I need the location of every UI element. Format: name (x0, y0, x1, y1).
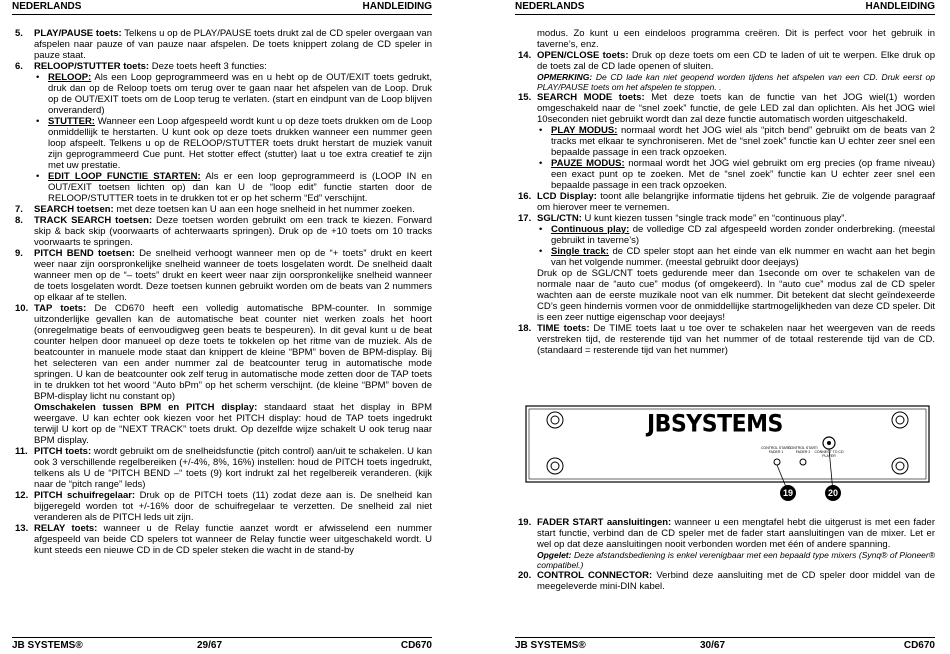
bullet-icon: • (539, 246, 543, 257)
bullet-icon: • (36, 72, 40, 83)
item-text: wanneer u de Relay functie aanzet wordt er afwisselend een nummer afgespeeld van beide CD spelers tot wanneer de Relay functie weer uitgeschakeld wordt. U kunt steeds een nieuwe CD in de CD speler steken die wacht in de stand-by (34, 523, 432, 556)
item-title: SEARCH toetsen: (34, 204, 114, 215)
header-title: HANDLEIDING (865, 1, 935, 12)
bullet-icon: • (539, 158, 543, 169)
bullet-icon: • (36, 116, 40, 127)
list-item (12, 28, 432, 61)
left-page (12, 0, 432, 654)
list-item (515, 50, 935, 72)
sub-item-text: de CD speler stopt aan het einde van elk nummer en wacht aan het begin van het volgende nummer. (meestal gebruikt door deejays) (551, 246, 935, 268)
page-number: 29/67 (197, 640, 223, 651)
item-text: Verbind deze aansluiting met de CD speler door middel van de meegeleverde mini-DIN kabel. (537, 570, 935, 592)
tap-extra (12, 402, 432, 446)
sub-item-title: Continuous play: (551, 224, 630, 235)
item-text: met deze toetsen kan U aan een hoge snelheid in het nummer zoeken. (113, 204, 415, 215)
item-text: Telkens u op de PLAY/PAUSE toets drukt zal de CD speler overgaan van afspelen naar pauze of van pauze naar afspelen. De toets knippert zolang de CD speler in pauze staat. (34, 28, 432, 61)
page-header (12, 1, 432, 14)
item-title: RELAY toets: (34, 523, 98, 534)
sub-item-text: Als er een loop geprogrammeerd is (LOOP IN en OUT/EXIT toetsen lichten op) dan kan U de “loop edit” functie starten door de RELOOP/STUTTER toets in te drukken tot er op het scherm “Ed” verschijnt. (48, 171, 432, 204)
sub-item-title: Single track: (551, 246, 609, 257)
item-number: 13. (15, 523, 29, 534)
footer-model: CD670 (903, 640, 935, 651)
footer-brand: JB SYSTEMS® (515, 640, 586, 651)
item-text: Deze toetsen worden gebruikt om een track te kiezen. Forward skip & back skip (voorwaarts of achterwaarts springen). Druk op de +10 toets om 10 tracks voorwaarts te springen. (34, 215, 432, 248)
sub-item (515, 158, 935, 191)
list-item (12, 446, 432, 490)
item-number: 12. (15, 490, 29, 501)
sub-item (12, 171, 432, 204)
list-item (12, 204, 432, 215)
item-text: Druk op de PITCH toets (11) zodat deze aan is. De snelheid kan bijgeregeld worden tot +/-16% door de schuifregelaar te verzetten. De snelheid zal niet veranderen als de PITCH leds uit zijn. (34, 490, 433, 523)
item-number: 18. (518, 323, 532, 334)
page-number: 30/67 (700, 640, 726, 651)
item-text: Druk op deze toets om een CD te laden of uit te werpen. Elke druk op de toets zal de CD lade openen of sluiten. (537, 50, 935, 72)
header-rule (515, 14, 935, 15)
continuation-text: modus. Zo kunt u een eindeloos programma creëren. Dit is perfect voor het gebruik in taverne’s, enz. (537, 28, 935, 50)
header-title: HANDLEIDING (362, 1, 432, 12)
list-item (12, 215, 432, 248)
sub-item (515, 125, 935, 158)
list-item (12, 490, 432, 523)
item-title: RELOOP/STUTTER toets: (34, 61, 150, 72)
item-text: wanneer u een mengtafel hebt die uitgerust is met een fader start functie, verbind dan de CD speler met de fader start aansluitingen van de mixer. Let er wel op dat deze aansluitingen nooit verbonden worden met één of andere spanning. (537, 517, 935, 550)
callout-19: 19 (780, 485, 796, 501)
sub-item (12, 116, 432, 171)
brand-logo: JBSYSTEMS (647, 410, 783, 439)
list-item (12, 523, 432, 556)
sub-item-title: STUTTER: (48, 116, 95, 127)
footer-model: CD670 (400, 640, 432, 651)
bullet-icon: • (539, 125, 543, 136)
header-rule (12, 14, 432, 15)
item-title: PITCH toets: (34, 446, 92, 457)
item-title: PITCH BEND toetsen: (34, 248, 135, 259)
item-number: 8. (15, 215, 23, 226)
list-item (515, 92, 935, 125)
list-item (12, 61, 432, 72)
item-title: TIME toets: (537, 323, 590, 334)
item-title: SGL/CTN: (537, 213, 582, 224)
item-number: 14. (518, 50, 532, 61)
sub-item-title: EDIT LOOP FUNCTIE STARTEN: (48, 171, 201, 182)
list-item (515, 213, 935, 224)
sub-item-text: de volledige CD zal afgespeeld worden zonder onderbreking. (meestal gebruikt in taverne’s) (551, 224, 936, 246)
sub-item (515, 246, 935, 268)
item-text: De TIME toets laat u toe over te schakelen naar het weergeven van de reeds verstreken tijd, de resterende tijd van het nummer of de totaal resterende tijd van de CD. (standaard = resterende tijd van het nummer) (537, 323, 935, 356)
sub-item-text: Wanneer een Loop afgespeeld wordt kunt u op deze toets drukken om de Loop onmiddellijk te herstarten. U kunt ook op deze toets drukken wanneer een nummer geen loop afspeelt. Telkens u op de RELOOP/STUTTER toets drukt herstart de muziek vanuit zijn geprogrammeerd Cue punt. Het stotter effect (stutter) laat u toe extra creatief te zijn met uw prestatie. (48, 116, 432, 171)
right-page (515, 0, 935, 654)
note-label: Opgelet: (537, 550, 572, 560)
item-text: Met deze toets kan de functie van het JOG wiel(1) worden omgeschakeld naar de “snel zoek” functie, de gele LED zal dan oplichten. Als het JOG wiel 10seconden niet gebruikt wordt dan zal deze functie automatisch worden uitgeschakeld. (537, 92, 935, 125)
fader2-label: CONTROL START/ FADER 2 (787, 446, 819, 454)
item-title: TAP toets: (34, 303, 87, 314)
list-item (515, 191, 935, 213)
page-body (12, 28, 432, 556)
footer-rule (12, 637, 432, 638)
item-title: LCD Display: (537, 191, 597, 202)
note (515, 550, 935, 570)
list-item (12, 248, 432, 303)
item-number: 19. (518, 517, 532, 528)
note-text: De CD lade kan niet geopend worden tijdens het afspelen van een CD. Druk eerst op PLAY/PAUSE toets om het afspelen te stoppen. . (537, 72, 935, 92)
item-number: 15. (518, 92, 532, 103)
sub-item-title: PAUZE MODUS: (551, 158, 625, 169)
item-text: Deze toets heeft 3 functies: (149, 61, 267, 72)
tap-extra-title: Omschakelen tussen BPM en PITCH display: (34, 402, 258, 413)
item-number: 11. (15, 446, 28, 457)
item-number: 16. (518, 191, 532, 202)
item-number: 10. (15, 303, 29, 314)
item-text: U kunt kiezen tussen “single track mode” en “continuous play”. (581, 213, 847, 224)
note (515, 72, 935, 92)
item-text: De CD670 heeft een volledig automatische BPM-counter. In sommige uitzonderlijke gevallen kan de automatische beat counter niet werken zoals het hoort (onregelmatige beats of eenvoudigweg geen beats te bespeuren). In dit geval kunt u de beat counter helpen door manueel op deze toets te tokkelen op het ritme van de muziek. Als de beatcounter in manuele mode staat dan knippert de kleine “BPM” boven de BPM-display. Bij het selecteren van een ander nummer zal de beatcounter terug in automatische mode springen. U kan de beatcounter ook zelf terug in automatische mode zetten door de TAP toets in te drukken tot het woord “Auto bPm” op het scherm verschijnt. (de kleine “BPM” boven de BPM-display licht nu constant op) (34, 303, 433, 402)
bullet-icon: • (539, 224, 543, 235)
fader1-label: CONTROL START/ FADER 1 (760, 446, 792, 454)
page-header (515, 1, 935, 14)
sub-item-text: Als een Loop geprogrammeerd was en u hebt op de OUT/EXIT toets gedrukt, druk dan op de Reloop toets om terug over te gaan naar het afspelen van de Loop. Druk op de OUT/EXIT toets om de Loop terug te verlaten. (start en eindpunt van de Loop blijven onveranderd) (48, 72, 432, 116)
list-item (515, 570, 935, 592)
note-text: Deze afstandsbediening is enkel verenigbaar met een bepaald type mixers (Synq® of Pioneer® compatibel.) (537, 550, 935, 570)
rear-panel-illustration (525, 404, 930, 502)
footer-rule (515, 637, 935, 638)
sgl-extra: Druk op de SGL/CNT toets gedurende meer dan 1seconde om over te schakelen van de normale naar de “auto cue” modus (of omgekeerd). In “auto cue” modus zal de CD speler wachten aan de eerste muzikale noot van elk nummer. Dit betekent dat slecht geïndexeerde CD’s geen hindernis vormen voor de onmiddellijke startmogelijkheden van deze CD speler. Dit is een zeer nuttige eigenschap voor deejays! (537, 268, 935, 323)
item-title: TRACK SEARCH toetsen: (34, 215, 153, 226)
item-text: De snelheid verhoogt wanneer men op de “+ toets” drukt en keert weer naar zijn oorspronkelijke snelheid wanneer de toets losgelaten wordt. De snelheid daalt wanneer men op de “– toets” drukt en keert weer naar zijn oorspronkelijke snelheid wanneer de toets losgelaten wordt. Deze toetsen kunnen gebruikt worden om de beats van 2 nummers op elkaar af te stellen. (34, 248, 432, 303)
note-label: OPMERKING: (537, 72, 593, 82)
page-footer (515, 640, 935, 653)
sub-item (12, 72, 432, 116)
item-number: 6. (15, 61, 23, 72)
sub-item-title: RELOOP: (48, 72, 92, 83)
header-language: NEDERLANDS (12, 1, 82, 12)
list-item (12, 303, 432, 402)
connector-label: CONNECT TO CD PLAYER (814, 450, 844, 458)
list-item (515, 517, 935, 550)
item-number: 9. (15, 248, 23, 259)
list-item (515, 323, 935, 356)
page-body-lower (515, 517, 935, 592)
sub-item-title: PLAY MODUS: (551, 125, 618, 136)
sub-item-text: normaal wordt het JOG wiel als “pitch bend” gebruikt om de beats van 2 tracks met elkaar te synchroniseren. Met de “snel zoek” functie kan U echter zeer snel een bepaalde passage in een track opzoeken. (551, 125, 935, 158)
page-footer (12, 640, 432, 653)
page-body (515, 28, 935, 356)
item-title: OPEN/CLOSE toets: (537, 50, 629, 61)
sub-item (515, 224, 935, 246)
bullet-icon: • (36, 171, 40, 182)
item-title: SEARCH MODE toets: (537, 92, 645, 103)
item-title: PLAY/PAUSE toets: (34, 28, 122, 39)
callout-20: 20 (825, 485, 841, 501)
item-number: 7. (15, 204, 23, 215)
tap-extra-text: standaard staat het display in BPM weergave. U kan echter ook kiezen voor het PITCH display: houd de TAP toets ingedrukt terwijl U kort op de “NEXT TRACK” toets drukt. Op dezelfde wijze schakelt U ook terug naar BPM display. (34, 402, 432, 446)
item-number: 5. (15, 28, 23, 39)
item-number: 17. (518, 213, 532, 224)
item-number: 20. (518, 570, 532, 581)
footer-brand: JB SYSTEMS® (12, 640, 83, 651)
item-title: FADER START aansluitingen: (537, 517, 672, 528)
header-language: NEDERLANDS (515, 1, 585, 12)
item-title: PITCH schuifregelaar: (34, 490, 136, 501)
item-text: toont alle belangrijke informatie tijdens het gebruik. Zie de volgende paragraaf om hierover meer te vernemen. (537, 191, 935, 213)
item-text: wordt gebruikt om de snelheidsfunctie (pitch control) aan/uit te schakelen. U kan ook 3 verschillende regelbereiken (+/-4%, 8%, 16%) instellen: houd de PITCH toets ingedrukt, telkens als U de “PITCH BEND –“ toets (9) kort indrukt zal het regelbereik veranderen. (kijk naar de “pitch range” leds) (34, 446, 433, 490)
item-title: CONTROL CONNECTOR: (537, 570, 653, 581)
sub-item-text: normaal wordt het JOG wiel gebruikt om erg precies (op frame niveau) een exact punt op te zoeken. Met de “snel zoek” functie kan U echter zeer snel een bepaalde passage in een track opzoeken. (551, 158, 935, 191)
